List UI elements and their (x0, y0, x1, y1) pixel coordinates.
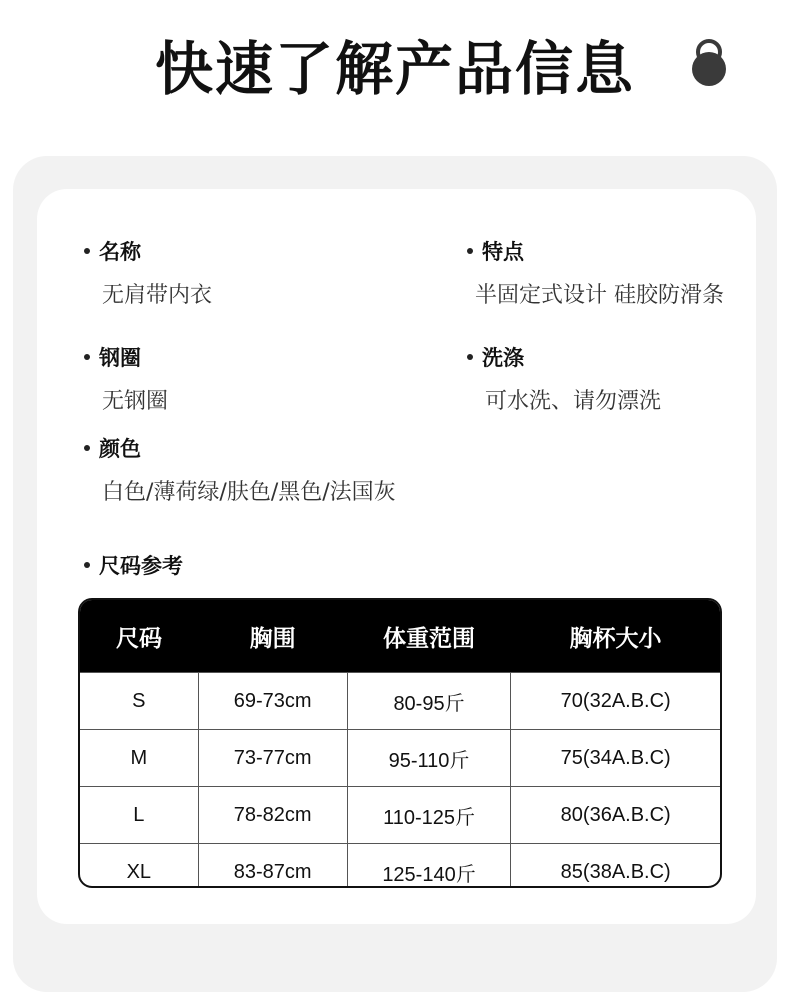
bullet-icon (84, 354, 90, 360)
cell-cup: 70(32A.B.C) (511, 673, 720, 730)
header-bust: 胸围 (198, 600, 347, 673)
page-title: 快速了解产品信息 (154, 35, 635, 103)
table-header-row (80, 600, 720, 673)
cell-cup: 75(34A.B.C) (511, 730, 720, 787)
header-size: 尺码 (80, 600, 198, 673)
field-feature (467, 236, 724, 309)
table-row (80, 730, 720, 787)
field-feature-label: 特点 (482, 240, 524, 264)
cell-weight: 80-95斤 (347, 673, 511, 730)
cell-weight: 95-110斤 (347, 730, 511, 787)
header-weight: 体重范围 (347, 600, 511, 673)
bullet-icon (467, 248, 473, 254)
field-wash (467, 342, 661, 415)
field-color (84, 433, 396, 506)
bullet-icon (84, 562, 90, 568)
bullet-icon (467, 354, 473, 360)
field-wire (84, 342, 168, 415)
cell-weight: 125-140斤 (347, 844, 511, 889)
size-ref-label: 尺码参考 (99, 554, 183, 578)
field-feature-value: 半固定式设计 硅胶防滑条 (475, 283, 724, 308)
cell-cup: 85(38A.B.C) (511, 844, 720, 889)
field-wash-value: 可水洗、请勿漂洗 (485, 389, 662, 414)
field-name (84, 236, 212, 309)
header-cup: 胸杯大小 (511, 600, 720, 673)
cell-cup: 80(36A.B.C) (511, 787, 720, 844)
field-wire-value: 无钢圈 (102, 389, 169, 414)
field-name-value: 无肩带内衣 (102, 283, 213, 308)
cell-size: XL (80, 844, 198, 889)
table-row (80, 787, 720, 844)
field-size-ref (84, 550, 183, 580)
field-color-value: 白色/薄荷绿/肤色/黑色/法国灰 (102, 480, 396, 505)
bullet-icon (84, 248, 90, 254)
cell-bust: 83-87cm (198, 844, 347, 889)
cell-size: M (80, 730, 198, 787)
bullet-icon (84, 445, 90, 451)
table-row (80, 844, 720, 889)
field-name-label: 名称 (99, 240, 141, 264)
cell-size: S (80, 673, 198, 730)
cell-bust: 69-73cm (198, 673, 347, 730)
cell-bust: 73-77cm (198, 730, 347, 787)
cell-bust: 78-82cm (198, 787, 347, 844)
size-table (78, 598, 722, 888)
cell-size: L (80, 787, 198, 844)
cell-weight: 110-125斤 (347, 787, 511, 844)
lock-icon (690, 38, 728, 88)
table-row (80, 673, 720, 730)
field-wash-label: 洗涤 (482, 346, 524, 370)
field-wire-label: 钢圈 (99, 346, 141, 370)
field-color-label: 颜色 (99, 437, 141, 461)
